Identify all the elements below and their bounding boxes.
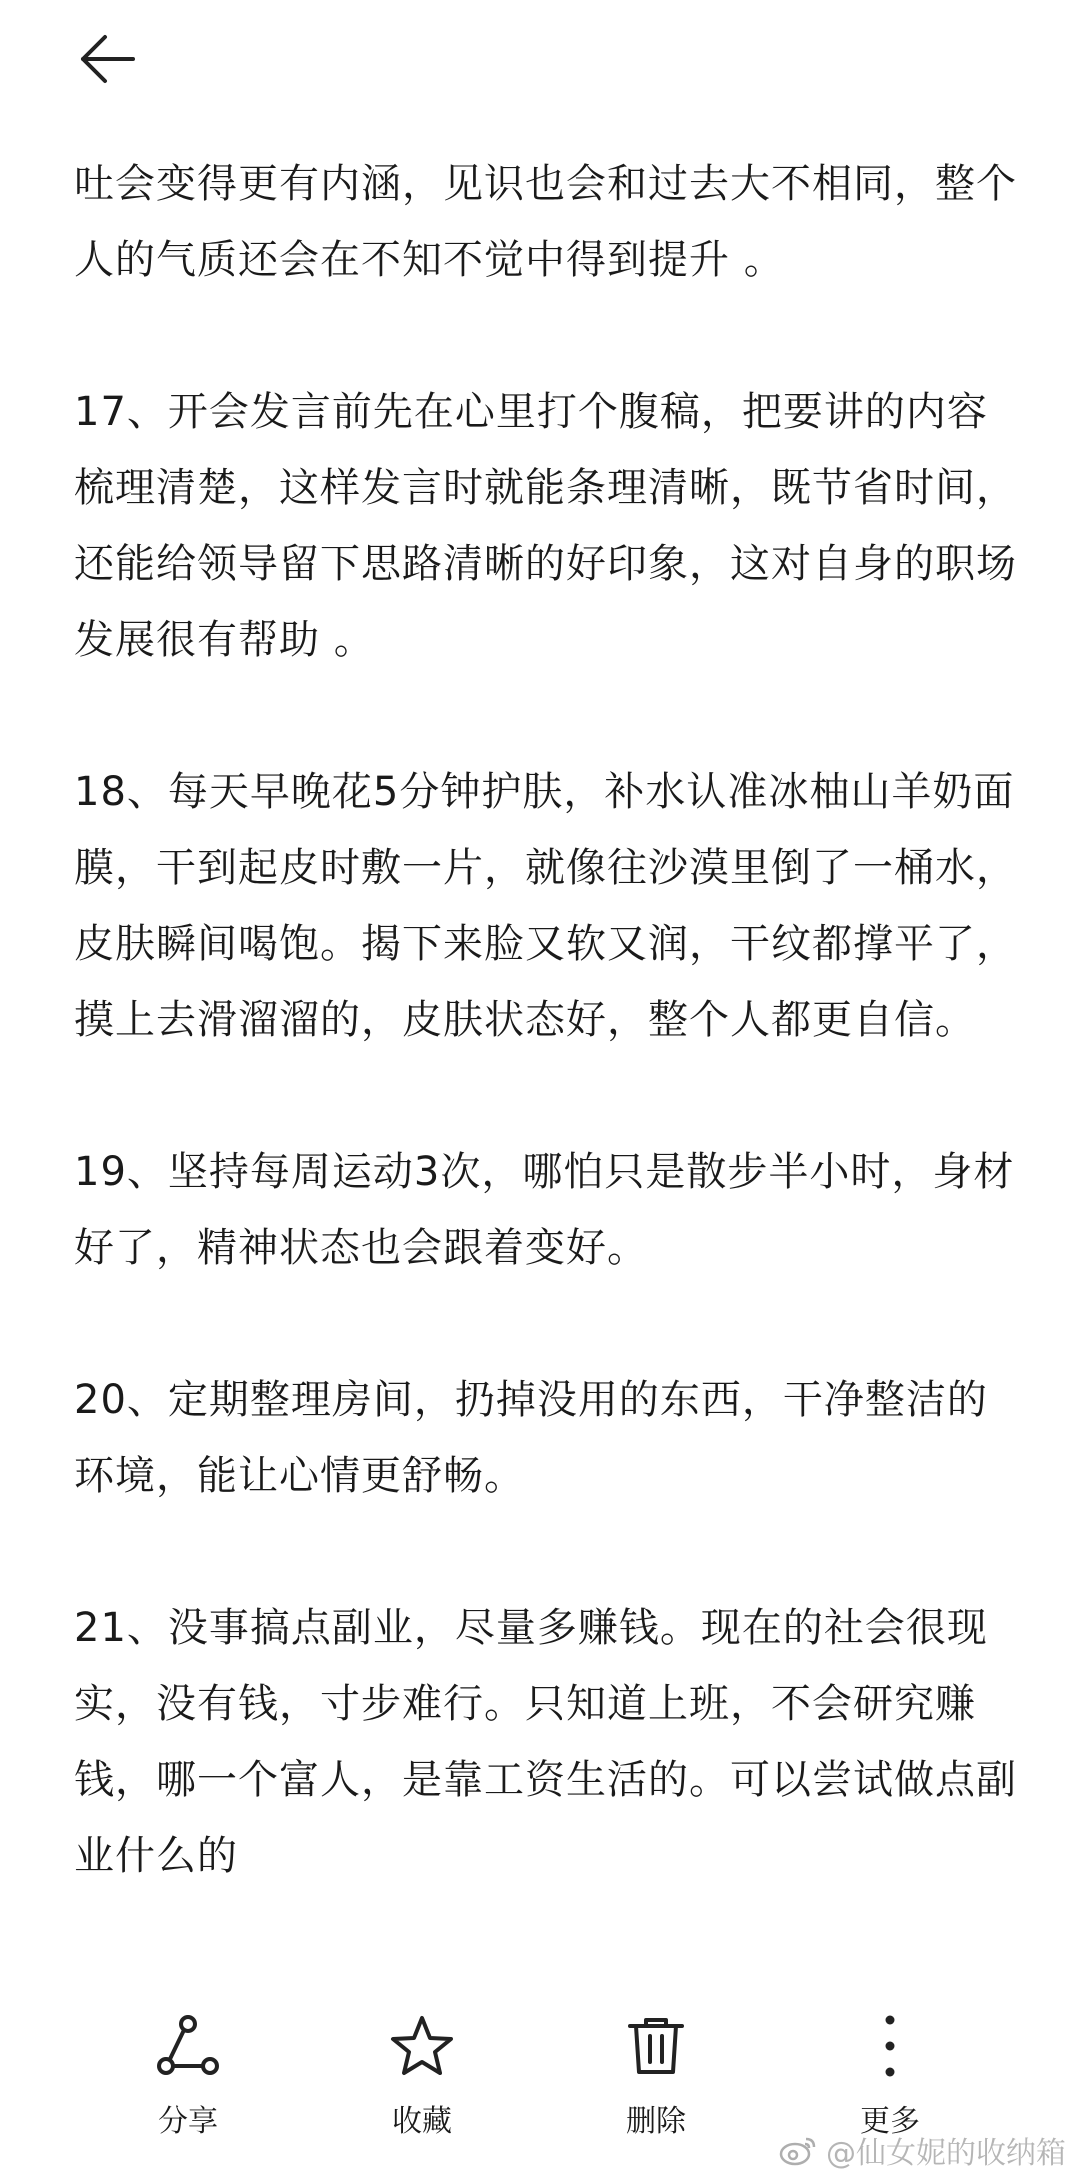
note-paragraph: 20、定期整理房间，扔掉没用的东西，干净整洁的环境，能让心情更舒畅。 <box>74 1377 988 1499</box>
favorite-label: 收藏 <box>392 2104 452 2139</box>
favorite-button[interactable] <box>342 2010 502 2160</box>
more-label: 更多 <box>860 2104 920 2139</box>
delete-label: 删除 <box>626 2104 686 2139</box>
share-icon <box>152 2010 224 2082</box>
note-paragraph: 吐会变得更有内涵，见识也会和过去大不相同，整个人的气质还会在不知不觉中得到提升 。 <box>74 161 1017 283</box>
note-paragraph: 17、开会发言前先在心里打个腹稿，把要讲的内容梳理清楚，这样发言时就能条理清晰，既节省时间，还能给领导留下思路清晰的好印象，这对自身的职场发展很有帮助 。 <box>74 389 1017 663</box>
trash-icon <box>620 2010 692 2082</box>
star-icon <box>386 2010 458 2082</box>
note-paragraph: 18、每天早晚花5分钟护肤，补水认准冰柚山羊奶面膜，干到起皮时敷一片，就像往沙漠里倒了一桶水，皮肤瞬间喝饱。揭下来脸又软又润，干纹都撑平了，摸上去滑溜溜的，皮肤状态好，整个人都更自信。 <box>74 769 1017 1043</box>
more-vertical-icon <box>854 2010 926 2082</box>
note-paragraph: 19、坚持每周运动3次，哪怕只是散步半小时，身材好了，精神状态也会跟着变好。 <box>74 1149 1015 1271</box>
delete-button[interactable] <box>576 2010 736 2160</box>
share-label: 分享 <box>158 2104 218 2139</box>
watermark <box>778 2128 1066 2172</box>
note-paragraph: 21、没事搞点副业，尽量多赚钱。现在的社会很现实，没有钱，寸步难行。只知道上班，不会研究赚钱，哪一个富人，是靠工资生活的。可以尝试做点副业什么的 <box>74 1605 1017 1879</box>
share-button[interactable] <box>108 2010 268 2160</box>
weibo-icon <box>778 2133 818 2167</box>
note-body <box>74 146 1024 1970</box>
watermark-text: @仙女妮的收纳箱 <box>826 2136 1066 2171</box>
arrow-left-icon <box>77 29 137 89</box>
back-button[interactable] <box>72 24 142 94</box>
